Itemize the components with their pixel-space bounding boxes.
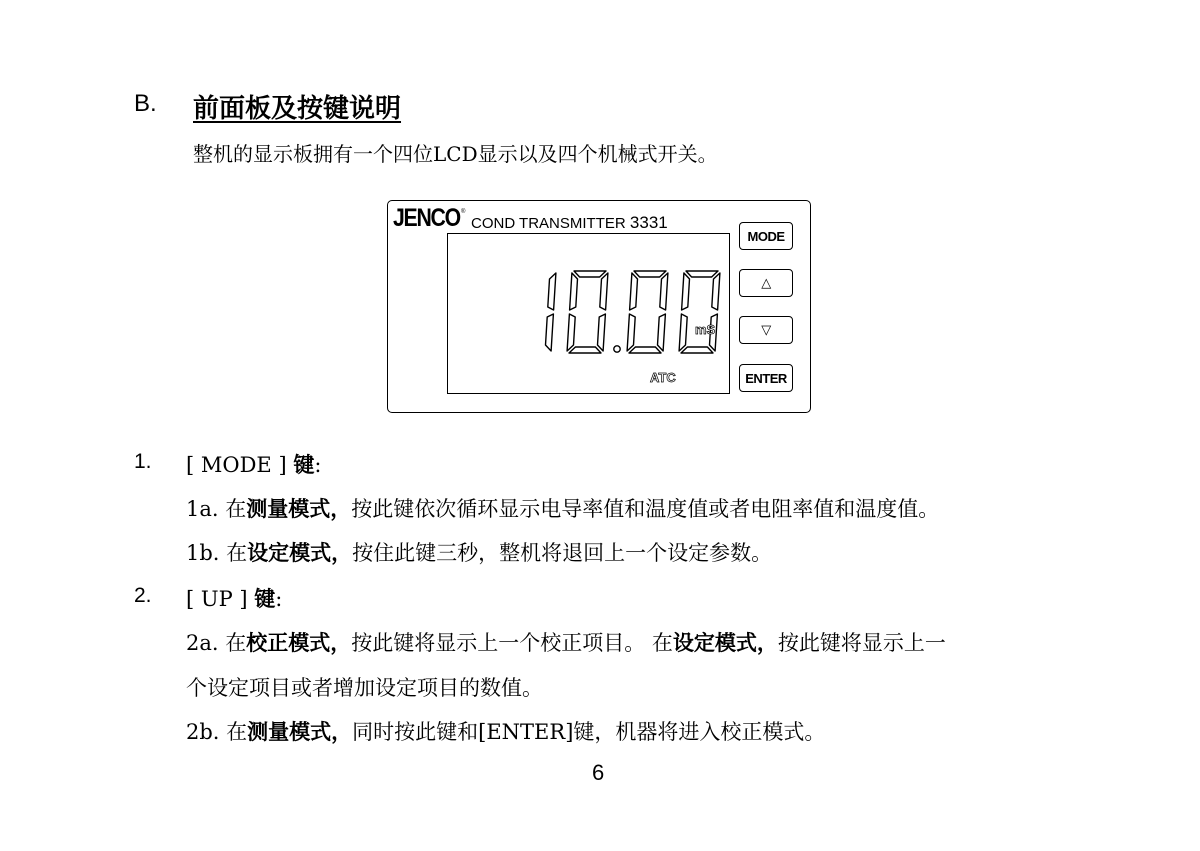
lcd-digit	[627, 271, 668, 353]
registered-mark: ®	[461, 209, 466, 215]
lcd-digit	[679, 271, 720, 353]
mode-key[interactable]: MODE	[739, 222, 793, 250]
device-model-label	[471, 213, 668, 233]
item-key-name: UP	[200, 587, 233, 611]
device-brand-logo: JENCO	[393, 204, 460, 232]
item-heading: [ UP ] 键:	[186, 586, 283, 611]
item-line: 2a. 在校正模式，按此键将显示上一个校正项目。 在设定模式，按此键将显示上一	[186, 630, 946, 655]
section-intro: 整机的显示板拥有一个四位LCD显示以及四个机械式开关。	[193, 142, 718, 166]
item-line: 个设定项目或者增加设定项目的数值。	[186, 676, 543, 700]
model-number: 3331	[629, 213, 668, 232]
down-key[interactable]: ▽	[739, 316, 793, 344]
lcd-decimal-point	[614, 346, 620, 352]
enter-key[interactable]: ENTER	[739, 364, 793, 392]
lcd-digit	[546, 273, 556, 351]
item-number: 2.	[134, 584, 152, 607]
lcd-atc-indicator: ATC	[650, 370, 676, 385]
item-line: 2b. 在测量模式，同时按此键和[ENTER]键，机器将进入校正模式。	[186, 719, 826, 744]
item-heading: [ MODE ] 键:	[186, 452, 322, 477]
item-line: 1b. 在设定模式，按住此键三秒，整机将退回上一个设定参数。	[186, 540, 773, 565]
section-title: 前面板及按键说明	[193, 94, 402, 124]
lcd-unit: mS	[695, 322, 716, 337]
item-number: 1.	[134, 450, 152, 473]
model-text: COND TRANSMITTER	[471, 215, 626, 232]
section-letter: B.	[134, 90, 157, 117]
item-key-name: MODE	[200, 453, 272, 477]
up-key[interactable]: △	[739, 269, 793, 297]
lcd-digit	[567, 271, 608, 353]
lcd-digits-graphic	[447, 233, 730, 394]
page-number: 6	[592, 760, 605, 785]
item-line: 1a. 在测量模式，按此键依次循环显示电导率值和温度值或者电阻率值和温度值。	[186, 496, 940, 521]
